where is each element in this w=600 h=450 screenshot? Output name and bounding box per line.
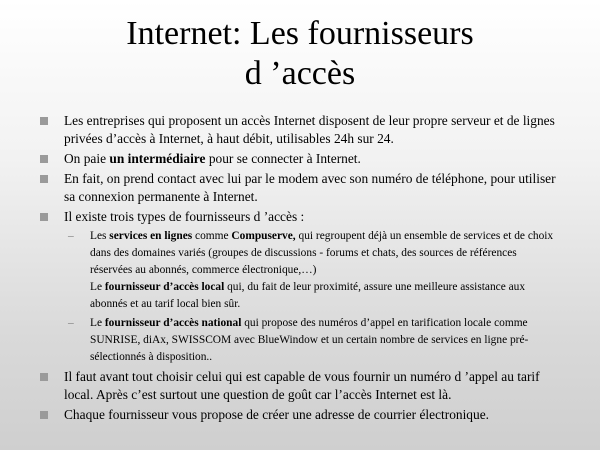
sub-bullet-paragraph [90,279,560,313]
square-bullet-icon [40,213,48,221]
square-bullet-icon [40,411,48,419]
bullet-item [0,368,600,404]
square-bullet-icon [40,155,48,163]
bullet-item [0,112,600,148]
sub-bullet-bold: fournisseur d’accès local [104,281,225,293]
bullet-item [0,170,600,206]
bullet-text: Chaque fournisseur vous propose de créer une adresse de courrier électronique. [64,407,489,422]
bullet-text: Les entreprises qui proposent un accès Internet disposent de leur propre serveur et de lignes privées d’accès à Internet, à haut débit, utilisables 24h sur 24. [64,113,555,146]
slide-title [60,14,540,94]
slide-body [0,112,600,426]
square-bullet-icon [40,175,48,183]
sub-bullet-item [0,228,600,313]
slide-title-line-1: Internet: Les fournisseurs [126,15,474,52]
sub-bullet-bold: Compuserve, [231,230,296,242]
sub-bullet-bold: fournisseur d’accès national [104,317,242,329]
square-bullet-icon [40,373,48,381]
sub-bullet-text: Le [90,281,105,293]
bullet-text: Il existe trois types de fournisseurs d ’accès : [64,209,305,224]
bullet-text-pre: On paie [64,151,110,166]
bullet-text-post: pour se connecter à Internet. [205,151,361,166]
sub-bullet-item [0,315,600,366]
bullet-text-bold: un intermédiaire [109,151,206,166]
sub-bullet-text: qui, du fait de leur proximité, assure une meilleure assistance aux abonnés et au tarif local bien sûr. [90,281,526,310]
square-bullet-icon [40,117,48,125]
sub-bullet-text: qui propose des numéros d’appel en tarification locale comme SUNRISE, diAx, SWISSCOM avec BlueWindow et un certain nombre de services en ligne pré-sélectionnés à disposition.. [90,317,529,363]
bullet-item [0,406,600,424]
bullet-text: En fait, on prend contact avec lui par le modem avec son numéro de téléphone, pour utiliser sa connexion permanente à Internet. [64,171,556,204]
sub-bullet-text: comme [192,230,232,242]
sub-bullet-text: qui regroupent déjà un ensemble de services et de choix dans des domaines variés (groupes de discussions - forums et chats, des sources de références réservées au abonnés, commerce électronique,…) [90,230,554,276]
sub-bullet-text: Les [90,230,110,242]
dash-bullet-icon: – [68,317,74,329]
sub-bullet-paragraph [90,228,560,279]
bullet-item [0,150,600,168]
sub-bullet-bold: services en lignes [109,230,193,242]
bullet-item [0,208,600,226]
sub-bullet-text: Le [90,317,105,329]
bullet-text: Il faut avant tout choisir celui qui est capable de vous fournir un numéro d ’appel au tarif local. Après c’est surtout une question de goût car l’accès Internet est là. [64,369,540,402]
slide-title-line-2: d ’accès [244,55,356,92]
dash-bullet-icon: – [68,230,74,242]
